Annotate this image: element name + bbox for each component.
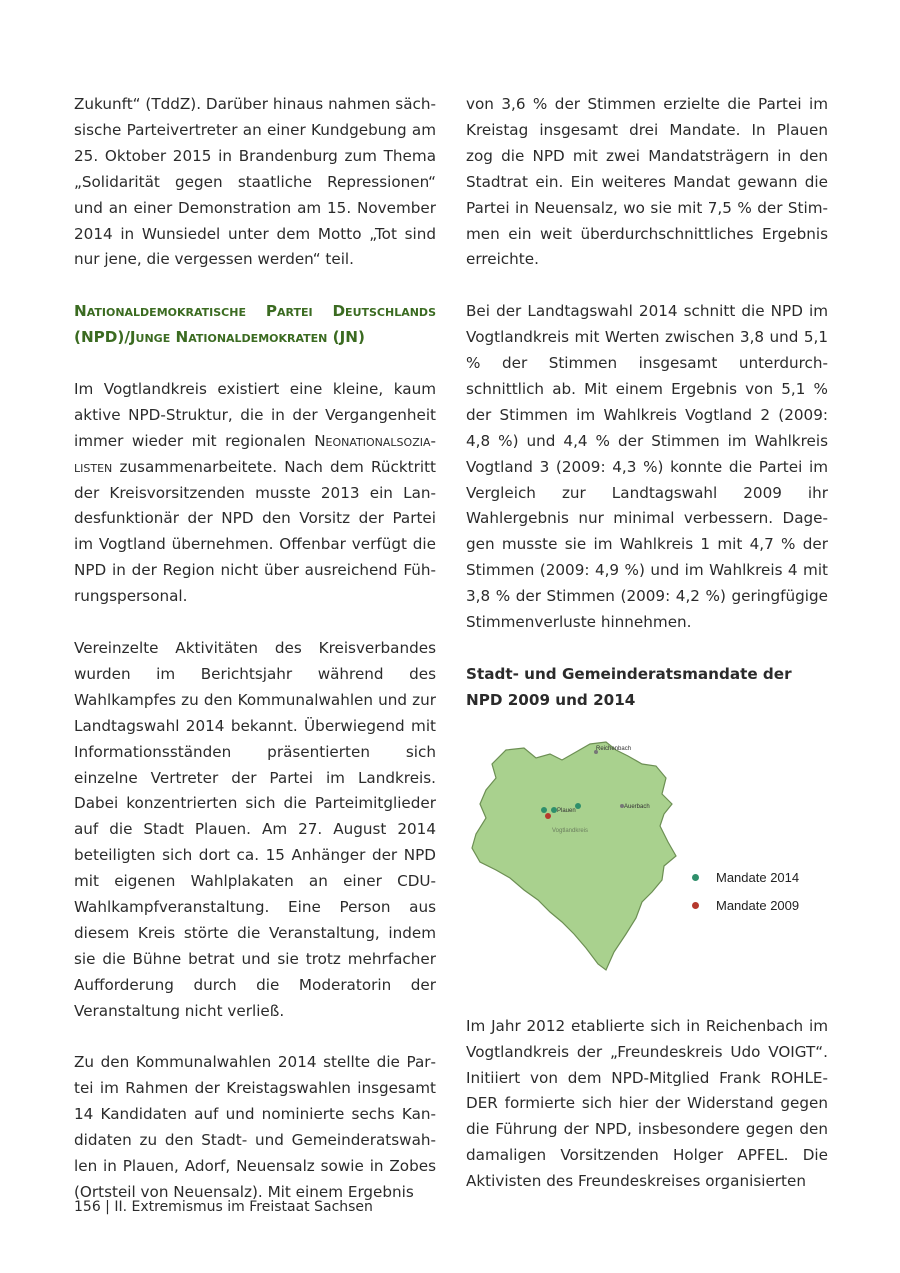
map-legend	[692, 864, 799, 920]
section-heading-line2: (NPD)/Junge Nationaldemokraten (JN)	[74, 328, 365, 347]
paragraph: von 3,6 % der Stimmen erzielte die Partei im Kreistag insgesamt drei Mandate. In Plauen zog die NPD mit zwei Mandatsträgern in den Stadtrat ein. Ein weiteres Mandat gewann die Partei in Neuensalz, wo sie mit 7,5 % der Stimmen ein weit überdurchschnittliches Ergebnis erreichte.	[466, 95, 828, 269]
right-column	[466, 92, 828, 1195]
paragraph: Zukunft“ (TddZ). Darüber hinaus nahmen sächsische Parteivertreter an einer Kundgebung am 25. Oktober 2015 in Brandenburg zum Thema „Solidarität gegen staatliche Repressionen“ und an einer Demonstration am 15. November 2014 in Wunsiedel unter dem Motto „Tot sind nur jene, die vergessen werden“ teil.	[74, 95, 436, 269]
map-label-reichenbach: Reichenbach	[596, 745, 632, 752]
paragraph-text: Im Vogtlandkreis existiert eine kleine, kaum aktive NPD-Struktur, die in der Vergangenheit immer wieder mit regionalen	[74, 379, 436, 450]
paragraph: Vereinzelte Aktivitäten des Kreisverbandes wurden im Berichtsjahr während des Wahlkampfes zu den Kommunalwahlen und zur Landtagswahl 2014 bekannt. Überwiegend mit Informationsständen präsentierten sich einzelne Vertreter der Partei im Landkreis. Dabei konzentrierten sich die Parteimitglieder auf die Stadt Plauen. Am 27. August 2014 beteiligten sich dort ca. 15 Anhänger der NPD mit eigenen Wahlplakaten an einer CDU-Wahlkampfveranstaltung. Eine Person aus diesem Kreis störte die Veranstaltung, indem sie die Bühne betrat und sie trotz mehrfacher Aufforderung durch die Moderatorin der Veranstaltung nicht verließ.	[74, 638, 436, 1020]
section-heading-line1: Nationaldemokratische Partei Deutschlands	[74, 302, 436, 321]
region-shape	[472, 742, 676, 970]
paragraph: Bei der Landtagswahl 2014 schnitt die NPD im Vogtlandkreis mit Werten zwischen 3,8 und 5,1 % der Stimmen insgesamt unterdurchschnittlich ab. Mit einem Ergebnis von 5,1 % der Stimmen im Wahlkreis Vogtland 2 (2009: 4,8 %) und 4,4 % der Stimmen im Wahlkreis Vogtland 3 (2009: 4,3 %) konnte die Partei im Vergleich zur Landtagswahl 2009 ihr Wahlergebnis nur minimal verbessern. Dagegen musste sie im Wahlkreis 1 mit 4,7 % der Stimmen (2009: 4,9 %) und im Wahlkreis 4 mit 3,8 % der Stimmen (2009: 4,2 %) geringfügige Stimmenverluste hinnehmen.	[466, 302, 828, 632]
map-label-region: Vogtlandkreis	[552, 827, 589, 834]
paragraph-text: zusammenarbeitete. Nach dem Rücktritt der Kreisvorsitzenden musste 2013 ein Landesfunktionär der NPD den Vorsitz der Partei im Vogtland übernehmen. Offenbar verfügt die NPD in der Region nicht über ausreichend Führungspersonal.	[74, 457, 436, 606]
section-heading	[74, 299, 436, 351]
dot-2014-east	[575, 803, 581, 809]
map-heading: Stadt- und Gemeinderatsmandate der NPD 2009 und 2014	[466, 664, 792, 709]
map-label-auerbach: Auerbach	[624, 803, 650, 810]
map-label-plauen: Plauen	[557, 807, 576, 814]
term-link: Neonationalsozialisten	[74, 431, 436, 476]
legend-label-2014: Mandate 2014	[716, 870, 800, 886]
legend-dot-2014	[692, 874, 699, 881]
dot-2009-plauen	[545, 813, 551, 819]
page-footer: 156 | II. Extremismus im Freistaat Sachsen	[74, 1199, 373, 1215]
paragraph	[74, 377, 436, 610]
legend-item-2009	[692, 892, 799, 920]
left-column	[74, 92, 436, 1206]
map-graphic	[466, 738, 828, 988]
paragraph: Im Jahr 2012 etablierte sich in Reichenbach im Vogtlandkreis der „Freundeskreis Udo VOIGT“. Initiiert von dem NPD-Mitglied Frank ROHLEDER formierte sich hier der Widerstand gegen die Führung der NPD, insbesondere gegen den damaligen Vorsitzenden Holger APFEL. Die Aktivisten des Freundeskreises organisierten	[466, 1016, 828, 1191]
vogtland-map	[466, 738, 828, 988]
legend-item-2014	[692, 864, 799, 892]
legend-label-2009: Mandate 2009	[716, 898, 800, 914]
legend-dot-2009	[692, 902, 699, 909]
dot-2014-plauen-a	[541, 807, 547, 813]
paragraph: Zu den Kommunalwahlen 2014 stellte die Partei im Rahmen der Kreistagswahlen insgesamt 14 Kandidaten auf und nominierte sechs Kandidaten zu den Stadt- und Gemeinderatswahlen in Plauen, Adorf, Neuensalz sowie in Zobes (Ortsteil von Neuensalz). Mit einem Ergebnis	[74, 1053, 436, 1201]
